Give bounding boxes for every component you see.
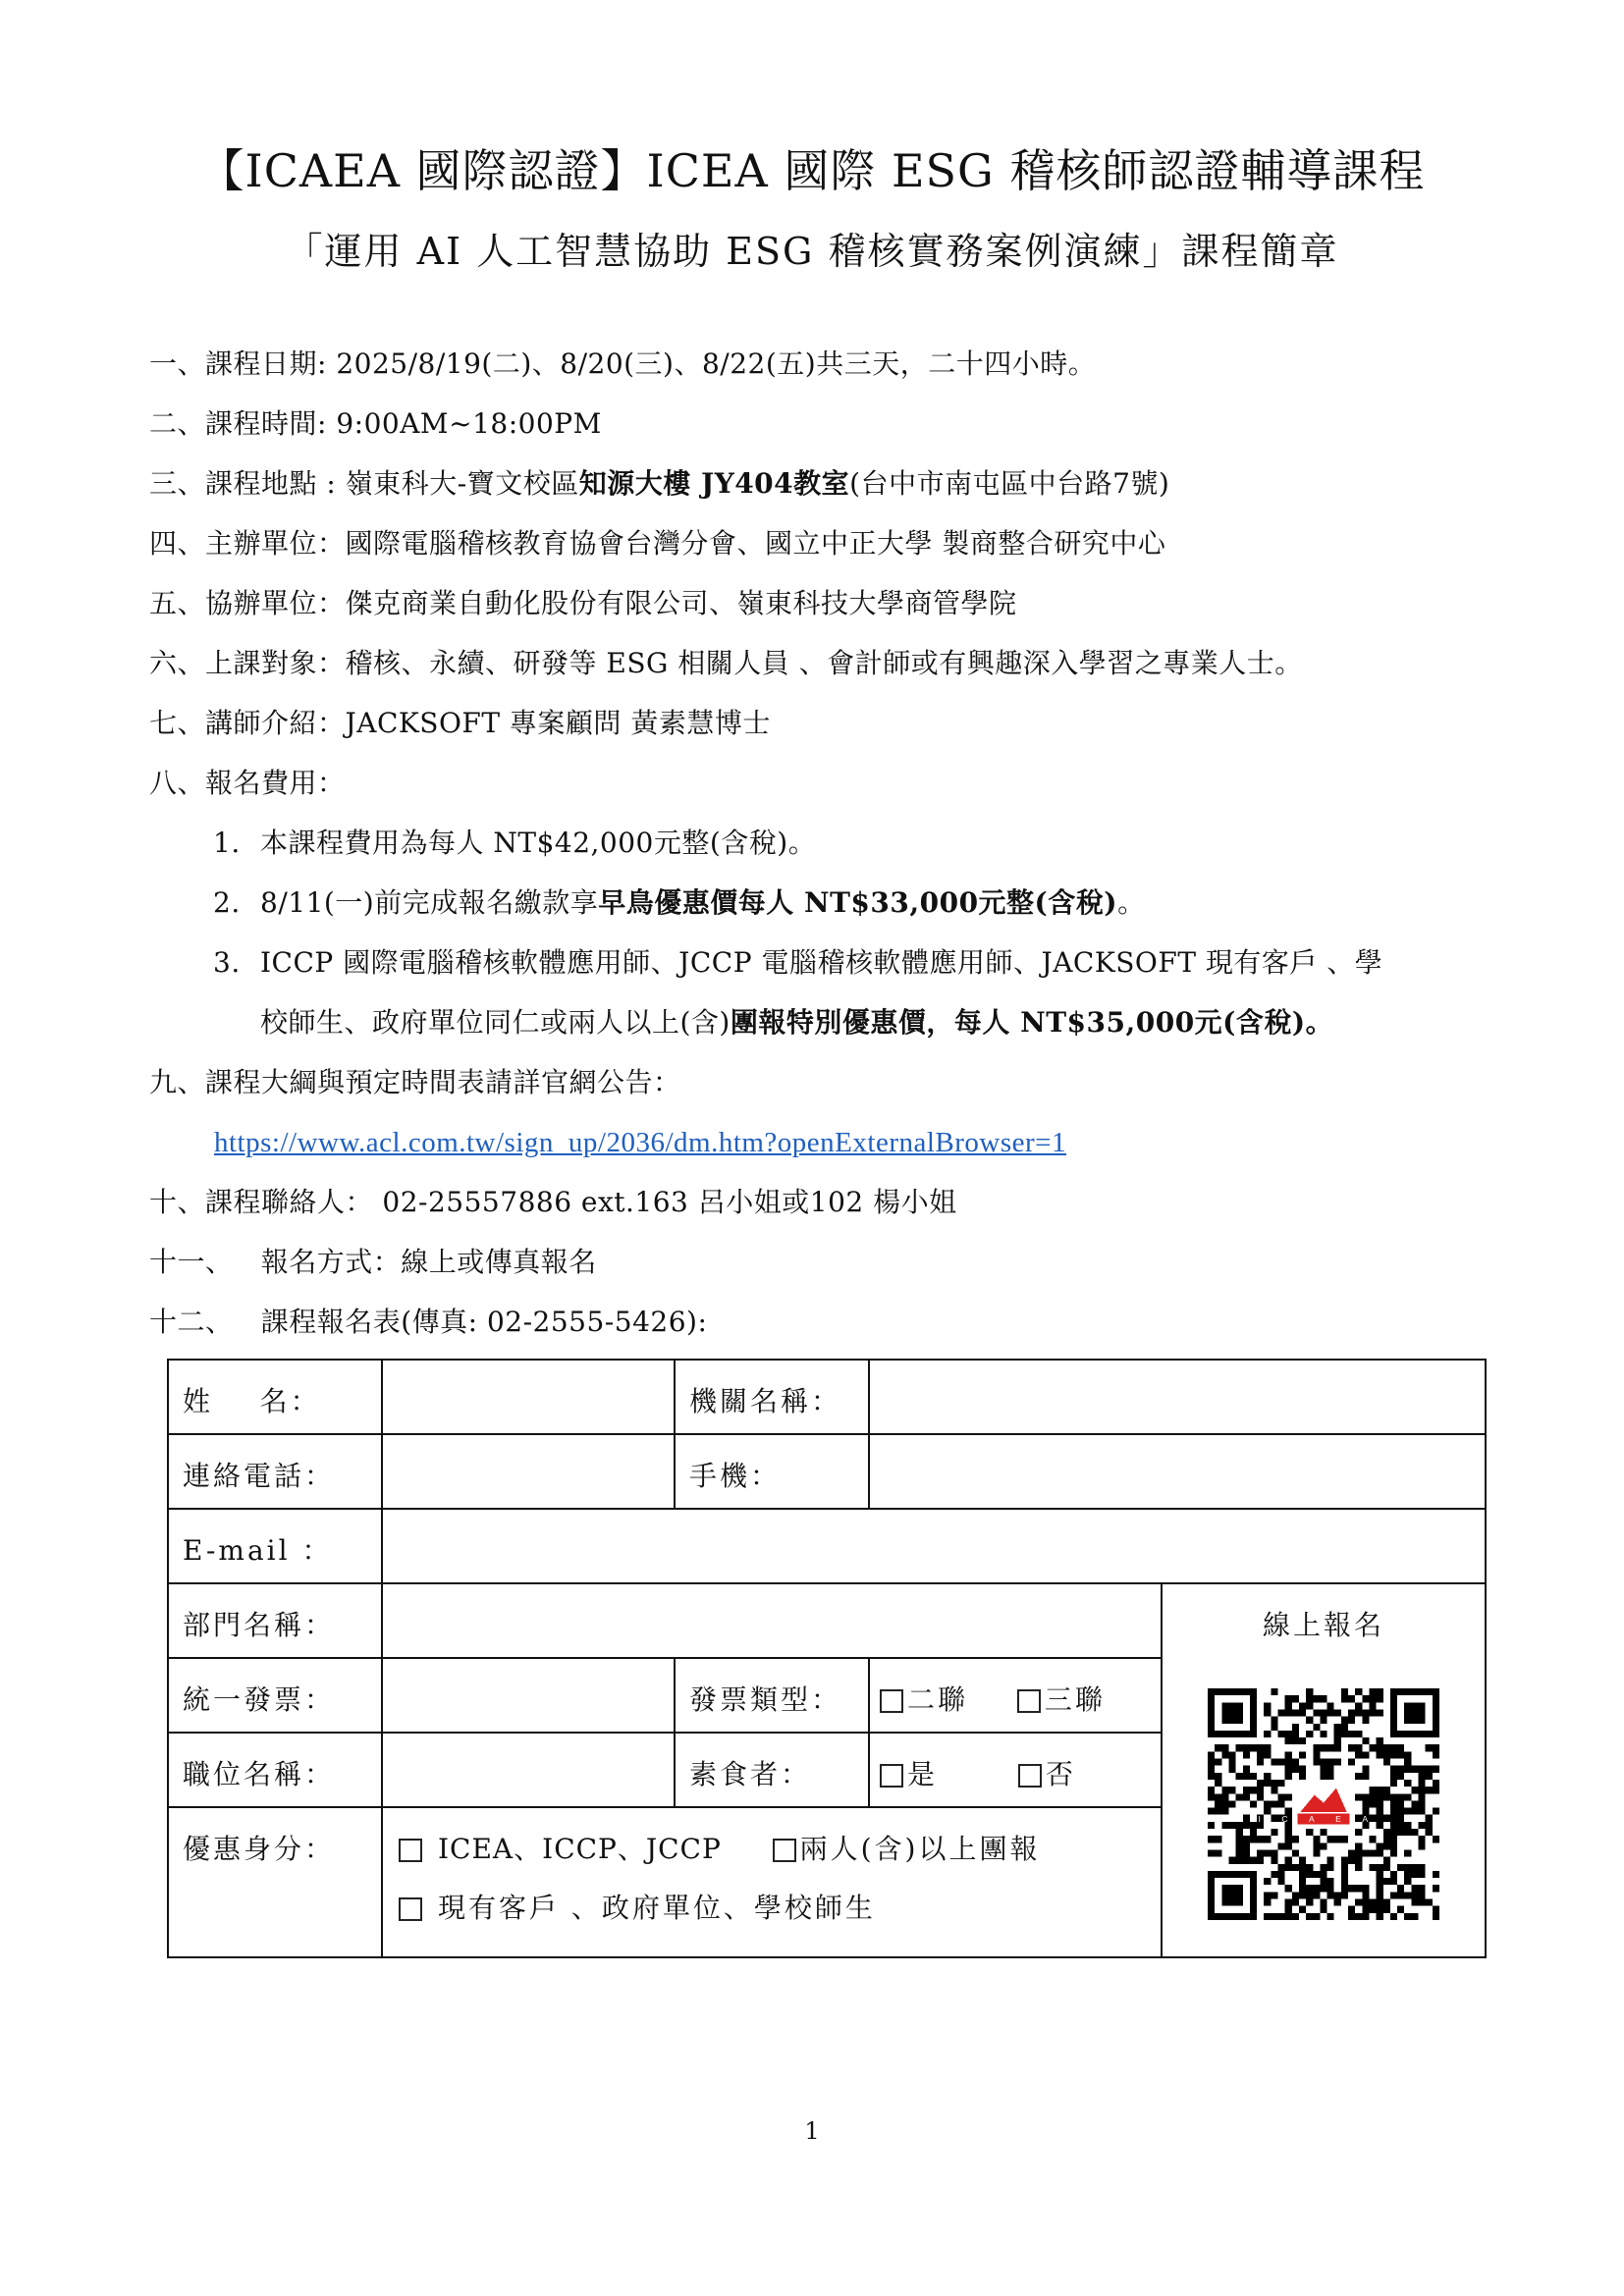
qr-code-icon[interactable] (1208, 1688, 1439, 1920)
fee-item-2-text: 8/11(一)前完成報名繳款享 (260, 886, 599, 919)
fee-item-1-text: 本課程費用為每人 NT$42,000元整(含稅)。 (260, 827, 817, 859)
location-address: (台中市南屯區中台路7號) (849, 467, 1170, 500)
org-field[interactable] (869, 1360, 1486, 1434)
organizer: 四、主辦單位：國際電腦稽核教育協會台灣分會、國立中正大學 製商整合研究中心 (149, 527, 1166, 560)
location-room: 知源大樓 JY404教室 (578, 467, 850, 500)
name-label: 姓 名： (168, 1360, 382, 1434)
invoice-type-label: 發票類型： (675, 1658, 869, 1733)
vegetarian-options (869, 1733, 1162, 1807)
invoice-type-options (869, 1658, 1162, 1733)
instructor: 七、講師介紹：JACKSOFT 專案顧問 黃素慧博士 (149, 707, 771, 739)
org-label: 機關名稱： (675, 1360, 869, 1434)
fee-item-3-cont (149, 1000, 1504, 1060)
mobile-field[interactable] (869, 1434, 1486, 1509)
discount-label: 優惠身分： (168, 1807, 382, 1957)
job-title-label: 職位名稱： (168, 1733, 382, 1807)
fee-item-2-number: 2. (213, 886, 241, 919)
vegetarian-yes-checkbox[interactable] (880, 1764, 903, 1788)
registration-form-heading: 十二、 課程報名表(傳真: 02-2555-5426): (149, 1306, 708, 1338)
phone-label: 連絡電話： (168, 1434, 382, 1509)
registration-method: 十一、 報名方式：線上或傳真報名 (149, 1246, 597, 1278)
syllabus-note: 九、課程大綱與預定時間表請詳官網公告： (149, 1066, 681, 1098)
name-field[interactable] (382, 1360, 675, 1434)
early-bird-price: 早鳥優惠價每人 NT$33,000元整(含稅) (598, 886, 1118, 919)
co-organizer: 五、協辦單位：傑克商業自動化股份有限公司、嶺東科技大學商管學院 (149, 587, 1017, 619)
invoice-number-field[interactable] (382, 1658, 675, 1733)
discount-customer-checkbox[interactable] (399, 1897, 422, 1921)
course-info (149, 342, 1504, 1360)
registration-form (167, 1359, 1487, 1958)
phone-field[interactable] (382, 1434, 675, 1509)
fee-item-1-number: 1. (213, 827, 241, 859)
vegetarian-yes-label: 是 (907, 1758, 939, 1790)
discount-group-checkbox[interactable] (773, 1839, 796, 1862)
discount-icea-checkbox[interactable] (399, 1839, 422, 1862)
fee-item-3-cont-text: 校師生、政府單位同仁或兩人以上(含) (260, 1006, 731, 1039)
invoice-duplicate-label: 二聯 (907, 1683, 969, 1716)
group-price: 團報特別優惠價，每人 NT$35,000元(含稅)。 (730, 1006, 1334, 1039)
dept-label: 部門名稱： (168, 1583, 382, 1658)
invoice-number-label: 統一發票： (168, 1658, 382, 1733)
page-subtitle: 「運用 AI 人工智慧協助 ESG 稽核實務案例演練」課程簡章 (285, 230, 1339, 273)
email-label: E-mail ： (168, 1509, 382, 1583)
fee-item-2-end: 。 (1117, 886, 1146, 919)
invoice-triplicate-checkbox[interactable] (1017, 1689, 1041, 1713)
online-registration-cell (1162, 1583, 1486, 1957)
vegetarian-label: 素食者： (675, 1733, 869, 1807)
discount-option-row-1 (399, 1808, 1161, 1885)
job-title-field[interactable] (382, 1733, 675, 1807)
invoice-triplicate-label: 三聯 (1044, 1683, 1106, 1716)
target-audience: 六、上課對象：稽核、永續、研發等 ESG 相關人員 、會計師或有興趣深入學習之專業人士。 (149, 647, 1303, 679)
contact: 十、課程聯絡人： 02-25557886 ext.163 呂小姐或102 楊小姐 (149, 1186, 957, 1218)
discount-group-label: 兩人(含)以上團報 (799, 1833, 1041, 1865)
vegetarian-no-label: 否 (1045, 1758, 1076, 1790)
syllabus-link[interactable]: https://www.acl.com.tw/sign_up/2036/dm.htm?openExternalBrowser=1 (214, 1127, 1067, 1158)
fee-item-1 (149, 821, 1504, 881)
discount-option-row-2 (399, 1885, 1161, 1944)
fee-item-3-text: ICCP 國際電腦稽核軟體應用師、JCCP 電腦稽核軟體應用師、JACKSOFT 現有客戶 、學 (260, 946, 1383, 979)
email-field[interactable] (382, 1509, 1486, 1583)
fee-item-3 (149, 940, 1504, 1000)
dept-field[interactable] (382, 1583, 1162, 1658)
discount-customer-label: 現有客戶 、政府單位、學校師生 (438, 1892, 876, 1924)
qr-logo-text: ICAEA (1258, 1814, 1389, 1825)
fee-item-3-number: 3. (213, 946, 241, 979)
fee-item-2 (149, 881, 1504, 940)
course-time: 二、課程時間: 9:00AM~18:00PM (149, 407, 602, 440)
page-title: 【ICAEA 國際認證】ICEA 國際 ESG 稽核師認證輔導課程 (198, 144, 1426, 197)
page-number: 1 (804, 2117, 820, 2145)
course-location (149, 461, 1504, 521)
course-date: 一、課程日期: 2025/8/19(二)、8/20(三)、8/22(五)共三天，二十四小時。 (149, 347, 1097, 380)
mobile-label: 手機： (675, 1434, 869, 1509)
invoice-duplicate-checkbox[interactable] (880, 1689, 903, 1713)
location-prefix: 三、課程地點 : 嶺東科大-寶文校區 (149, 467, 579, 500)
fee-heading: 八、報名費用： (149, 767, 346, 799)
online-registration-label: 線上報名 (1262, 1609, 1384, 1641)
discount-icea-label: ICEA、ICCP、JCCP (438, 1833, 722, 1865)
discount-options (382, 1807, 1162, 1957)
vegetarian-no-checkbox[interactable] (1018, 1764, 1042, 1788)
